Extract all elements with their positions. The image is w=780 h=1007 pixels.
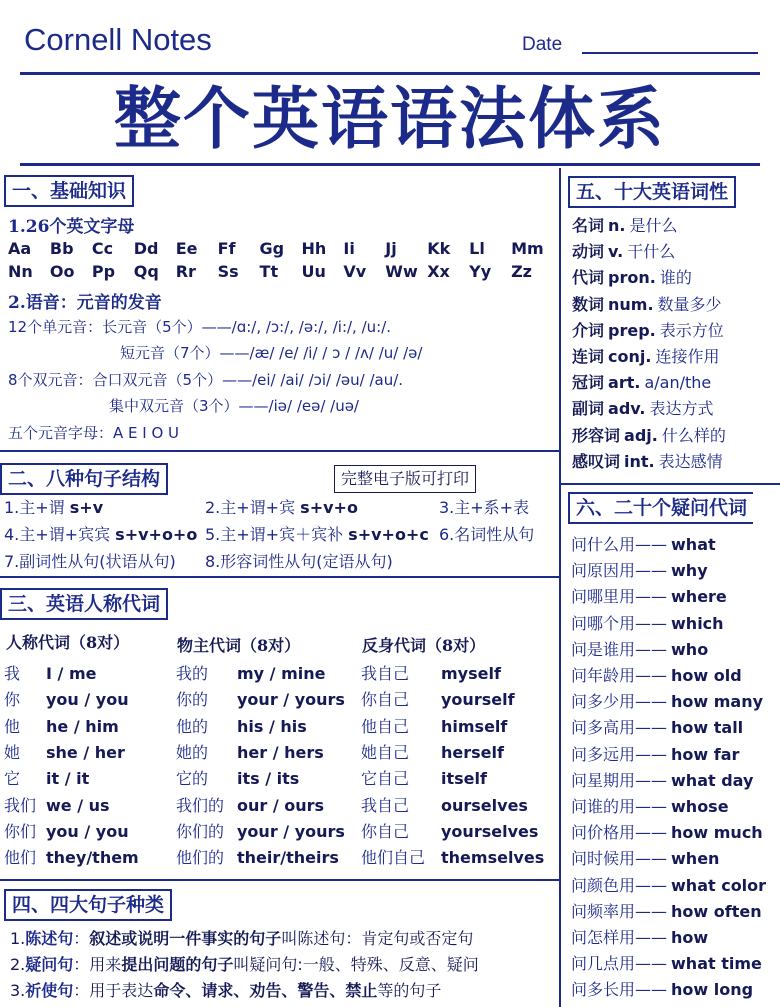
vowel-heading: 2.语音：元音的发音 — [8, 293, 162, 313]
letter: Nn — [8, 262, 33, 281]
question-en: how much — [671, 823, 763, 843]
section-title-parts-of-speech: 五、十大英语词性 — [568, 176, 736, 208]
pos-en: pron. — [608, 268, 656, 288]
section-title-basics: 一、基础知识 — [4, 175, 134, 207]
pos-cn: 冠词 — [572, 373, 605, 393]
question-cn: 问价格用—— — [571, 823, 668, 843]
part-of-speech-item — [572, 215, 678, 237]
structure-formula: s+v+o+c — [348, 525, 429, 544]
vowel-line-2: 短元音（7个）——/æ/ /e/ /i/ / ɔ / /ʌ/ /u/ /ə/ — [120, 344, 423, 362]
alphabet-row-2 — [8, 262, 553, 281]
pos-desc: 数量多少 — [657, 294, 722, 314]
pronoun-en: my / mine — [237, 664, 326, 683]
pronoun-en: you / you — [46, 690, 129, 710]
pos-en: v. — [608, 242, 624, 262]
structure-text: 2.主+谓+宾 — [205, 498, 301, 517]
pronoun-en: we / us — [46, 795, 110, 815]
question-word-item — [571, 717, 743, 739]
question-cn: 问怎样用—— — [571, 928, 668, 947]
pronoun-cn: 他 — [4, 716, 21, 736]
section-title-pronouns: 三、英语人称代词 — [0, 588, 168, 620]
question-en: how many — [671, 692, 764, 712]
pronoun-en: yourselves — [441, 821, 539, 841]
question-en: how far — [671, 744, 740, 764]
structure-item-1 — [4, 497, 103, 519]
pronoun-en: she / her — [46, 742, 125, 762]
question-cn: 问谁的用—— — [571, 797, 668, 816]
part-of-speech-item — [572, 346, 719, 368]
pronoun-en: it / it — [46, 769, 90, 789]
type-highlight: 提出问题的句子 — [121, 955, 234, 974]
question-word-item — [571, 901, 762, 923]
vowel-line-1-label: 12个单元音： — [8, 318, 103, 336]
pronoun-cn: 她自己 — [361, 742, 410, 762]
pronoun-en: herself — [441, 742, 504, 762]
pronoun-en: you / you — [46, 821, 129, 841]
type-highlight: 命令、请求、劝告、警告、禁止 — [153, 981, 378, 1000]
part-of-speech-item — [572, 320, 724, 342]
letter: Xx — [427, 262, 450, 281]
type-name: 陈述句 — [25, 929, 74, 948]
type-name: 疑问句 — [25, 955, 74, 974]
pos-cn: 连词 — [572, 347, 605, 366]
type-colon: ： — [73, 955, 90, 974]
question-cn: 问哪个用—— — [571, 613, 668, 633]
pronoun-cn: 你的 — [176, 690, 209, 710]
pronoun-en: her / hers — [237, 742, 324, 762]
section-title-sentence-types: 四、四大句子种类 — [4, 889, 172, 921]
pronoun-en: himself — [441, 716, 508, 736]
alphabet-row-1 — [8, 239, 553, 258]
pos-cn: 副词 — [572, 399, 605, 419]
date-label: Date — [522, 34, 563, 55]
structure-item-5 — [205, 524, 429, 546]
pronoun-en: itself — [441, 769, 487, 789]
sentence-type-1 — [10, 928, 473, 950]
pronoun-en: his / his — [237, 716, 307, 736]
pronoun-cn: 我 — [4, 664, 21, 683]
sentence-type-3 — [10, 980, 441, 1002]
part-of-speech-item — [572, 451, 723, 473]
letter: Ii — [343, 239, 355, 258]
type-name: 祈使句 — [25, 981, 74, 1000]
letter: Pp — [91, 262, 116, 281]
question-word-item — [571, 586, 727, 608]
question-word-item — [571, 691, 763, 713]
pronoun-en: yourself — [441, 690, 515, 710]
letter: Qq — [133, 262, 159, 281]
question-word-item — [571, 848, 719, 870]
structure-text: 7.副词性从句(状语从句) — [4, 552, 176, 571]
divider-sec2 — [0, 576, 560, 578]
pos-desc: 谁的 — [659, 268, 692, 288]
question-en: how old — [671, 666, 742, 685]
pronoun-cn: 我自己 — [361, 664, 410, 683]
question-en: why — [671, 561, 708, 581]
vowel-line-5: 五个元音字母：A E I O U — [8, 424, 180, 442]
pos-cn: 形容词 — [572, 425, 621, 445]
question-cn: 问时候用—— — [571, 849, 668, 869]
vowel-line-4: 集中双元音（3个）——/iə/ /eə/ /uə/ — [109, 397, 359, 415]
question-cn: 问哪里用—— — [571, 587, 668, 607]
divider-sec5 — [561, 483, 780, 485]
pronoun-cn: 他自己 — [361, 716, 410, 736]
pronoun-cn: 你 — [4, 690, 21, 710]
pronoun-en: their/theirs — [237, 848, 339, 868]
structure-item-6 — [439, 524, 534, 546]
structure-text: 4.主+谓+宾宾 — [4, 525, 116, 544]
question-en: how tall — [671, 718, 744, 738]
letter: Uu — [301, 262, 326, 281]
column-divider — [559, 168, 561, 1007]
question-word-item — [571, 639, 708, 661]
pronoun-en: they/them — [46, 848, 139, 868]
pos-desc: 表示方位 — [659, 320, 724, 340]
vowel-line-1 — [8, 316, 391, 338]
type-lead: 用于表达 — [89, 981, 154, 1000]
question-cn: 问年龄用—— — [571, 666, 668, 685]
col-head-reflexive: 反身代词（8对） — [362, 636, 486, 655]
pronoun-en: your / yours — [237, 690, 345, 710]
pos-cn: 数词 — [572, 294, 605, 314]
letter: Gg — [259, 239, 285, 258]
question-word-list — [571, 534, 780, 1007]
part-of-speech-item — [572, 425, 726, 447]
pos-desc: 表达感情 — [658, 451, 723, 471]
part-of-speech-item — [572, 241, 675, 263]
pos-en: adv. — [608, 399, 646, 419]
pronoun-cn: 他们自己 — [361, 848, 426, 868]
question-word-item — [571, 534, 716, 556]
letter: Cc — [91, 239, 114, 258]
vowel-line-3 — [8, 369, 403, 391]
question-en: whose — [671, 797, 729, 816]
pronoun-en: our / ours — [237, 795, 325, 815]
part-of-speech-item — [572, 294, 722, 316]
pronoun-cn: 它的 — [176, 769, 209, 789]
structure-formula: s+v — [69, 498, 104, 517]
letter: Tt — [259, 262, 279, 281]
type-number: 2. — [10, 955, 26, 974]
question-word-item — [571, 560, 708, 582]
question-en: when — [671, 849, 720, 869]
pronoun-cn: 我自己 — [361, 795, 410, 815]
structure-item-7 — [4, 551, 176, 573]
question-en: how long — [671, 980, 754, 1000]
part-of-speech-item — [572, 267, 692, 289]
question-en: how often — [671, 901, 762, 921]
question-en: where — [671, 587, 727, 607]
pronoun-cn: 他们的 — [176, 848, 225, 868]
pronoun-en: themselves — [441, 848, 545, 868]
question-en: who — [671, 639, 709, 659]
question-word-item — [571, 613, 724, 635]
structure-item-3 — [439, 497, 529, 519]
letter: Yy — [469, 262, 492, 281]
pronoun-en: he / him — [46, 716, 119, 736]
pos-cn: 代词 — [572, 268, 605, 288]
sentence-type-2 — [10, 954, 479, 976]
structure-formula: s+v+o — [300, 498, 358, 517]
type-rest: 叫陈述句：肯定句或否定句 — [281, 929, 474, 948]
question-cn: 问多高用—— — [571, 718, 668, 738]
part-of-speech-item — [572, 398, 713, 420]
page-title: 整个英语语法体系 — [114, 80, 666, 158]
letter: Jj — [385, 239, 397, 258]
pronoun-cn: 我们的 — [176, 795, 225, 815]
pronoun-cn: 她的 — [176, 742, 209, 762]
pronoun-en: ourselves — [441, 795, 528, 815]
pos-cn: 介词 — [572, 320, 605, 340]
structure-text: 6.名词性从句 — [439, 525, 535, 544]
question-cn: 问什么用—— — [571, 535, 668, 554]
letter: Oo — [49, 262, 75, 281]
letter: Ee — [175, 239, 198, 258]
question-cn: 问原因用—— — [571, 561, 668, 581]
structure-text: 5.主+谓+宾＋宾补 — [205, 525, 349, 544]
question-cn: 问多远用—— — [571, 744, 668, 764]
vowel-line-3-text: 合口双元音（5个）——/ei/ /ai/ /ɔi/ /əu/ /au/. — [92, 371, 404, 389]
pos-desc: 什么样的 — [661, 425, 726, 445]
pos-cn: 动词 — [572, 242, 605, 262]
question-en: how — [671, 928, 709, 947]
header-rule-top — [20, 72, 760, 75]
structure-text: 3.主+系+表 — [439, 498, 530, 517]
pronoun-cn: 它 — [4, 769, 21, 789]
question-cn: 问多少用—— — [571, 692, 668, 712]
pronoun-cn: 我的 — [176, 664, 209, 683]
pronoun-cn: 它自己 — [361, 769, 410, 789]
pos-en: adj. — [624, 425, 658, 445]
question-cn: 问是谁用—— — [571, 639, 668, 659]
question-word-item — [571, 822, 763, 844]
letter: Kk — [427, 239, 451, 258]
question-word-item — [571, 979, 753, 1001]
question-word-item — [571, 744, 739, 766]
question-cn: 问几点用—— — [571, 954, 668, 974]
part-of-speech-item — [572, 372, 711, 394]
letter: Bb — [49, 239, 74, 258]
pos-desc: 干什么 — [627, 242, 676, 262]
question-cn: 问星期用—— — [571, 770, 668, 790]
header-rule-bottom — [20, 163, 760, 166]
pronoun-en: your / yours — [237, 821, 345, 841]
pronoun-en: myself — [441, 664, 501, 683]
type-colon: ： — [73, 981, 90, 1000]
letter: Zz — [511, 262, 532, 281]
structure-text: 8.形容词性从句(定语从句) — [205, 552, 393, 571]
pos-desc: 连接作用 — [655, 347, 720, 366]
vowel-line-1-text: 长元音（5个）——/ɑ:/, /ɔ:/, /ə:/, /i:/, /u:/. — [102, 318, 392, 336]
letter: Aa — [8, 239, 32, 258]
col-head-possessive: 物主代词（8对） — [177, 636, 301, 655]
pos-en: int. — [624, 451, 655, 471]
letter: Ll — [469, 239, 485, 258]
question-en: what color — [671, 875, 767, 895]
type-colon: ： — [73, 929, 90, 948]
divider-sec1 — [0, 450, 560, 452]
letter: Hh — [301, 239, 327, 258]
letter: Ww — [385, 262, 418, 281]
structure-item-8 — [205, 551, 393, 573]
type-number: 3. — [10, 981, 26, 1000]
pos-en: n. — [608, 216, 626, 235]
structure-item-4 — [4, 524, 197, 546]
letter: Ff — [217, 239, 236, 258]
brand-title: Cornell Notes — [24, 22, 212, 57]
pronoun-en: its / its — [237, 769, 300, 789]
pos-en: prep. — [608, 320, 656, 340]
date-field-line[interactable] — [582, 52, 758, 54]
pos-cn: 名词 — [572, 216, 605, 235]
letter: Rr — [175, 262, 196, 281]
question-cn: 问频率用—— — [571, 901, 668, 921]
pronoun-cn: 你们的 — [176, 821, 225, 841]
pos-desc: 是什么 — [629, 216, 678, 235]
pos-desc: 表达方式 — [649, 399, 714, 419]
structure-formula: s+v+o+o — [115, 525, 198, 544]
structure-text: 1.主+谓 — [4, 498, 70, 517]
pronoun-cn: 你们 — [4, 821, 37, 841]
structure-item-2 — [205, 497, 358, 519]
question-word-item — [571, 927, 708, 949]
question-en: what — [671, 535, 716, 554]
type-highlight: 叙述或说明一件事实的句子 — [89, 929, 282, 948]
pronoun-cn: 他的 — [176, 716, 209, 736]
question-word-item — [571, 665, 742, 687]
question-en: which — [671, 613, 724, 633]
letter: Ss — [217, 262, 239, 281]
printable-note: 完整电子版可打印 — [334, 465, 476, 493]
pos-en: conj. — [608, 347, 652, 366]
letter: Dd — [133, 239, 159, 258]
question-word-item — [571, 875, 766, 897]
pronoun-table — [0, 663, 560, 873]
pronoun-cn: 我们 — [4, 795, 37, 815]
type-lead: 用来 — [89, 955, 122, 974]
type-rest: 叫疑问句:一般、特殊、反意、疑问 — [233, 955, 479, 974]
pos-en: art. — [608, 373, 641, 393]
question-cn: 问颜色用—— — [571, 875, 668, 895]
parts-of-speech-list — [572, 215, 778, 477]
question-word-item — [571, 770, 753, 792]
question-en: what day — [671, 770, 754, 790]
divider-sec3 — [0, 879, 560, 881]
question-en: what time — [671, 954, 762, 974]
question-cn: 问多长用—— — [571, 980, 668, 1000]
pronoun-cn: 你自己 — [361, 821, 410, 841]
pos-cn: 感叹词 — [572, 451, 621, 471]
question-word-item — [571, 953, 762, 975]
letter: Mm — [511, 239, 544, 258]
pos-en: num. — [608, 294, 654, 314]
pronoun-cn: 他们 — [4, 848, 37, 868]
section-title-sentence-structures: 二、八种句子结构 — [0, 463, 168, 495]
section-title-question-words: 六、二十个疑问代词 — [568, 492, 753, 524]
col-head-personal: 人称代词（8对） — [6, 633, 130, 652]
type-rest: 等的句子 — [377, 981, 442, 1000]
alphabet-heading: 1.26个英文字母 — [8, 217, 135, 237]
pronoun-cn: 她 — [4, 742, 21, 762]
type-number: 1. — [10, 929, 26, 948]
question-word-item — [571, 796, 729, 818]
vowel-line-3-label: 8个双元音： — [8, 371, 93, 389]
letter: Vv — [343, 262, 367, 281]
pronoun-cn: 你自己 — [361, 690, 410, 710]
pronoun-en: I / me — [46, 664, 97, 683]
pos-desc: a/an/the — [644, 373, 712, 393]
